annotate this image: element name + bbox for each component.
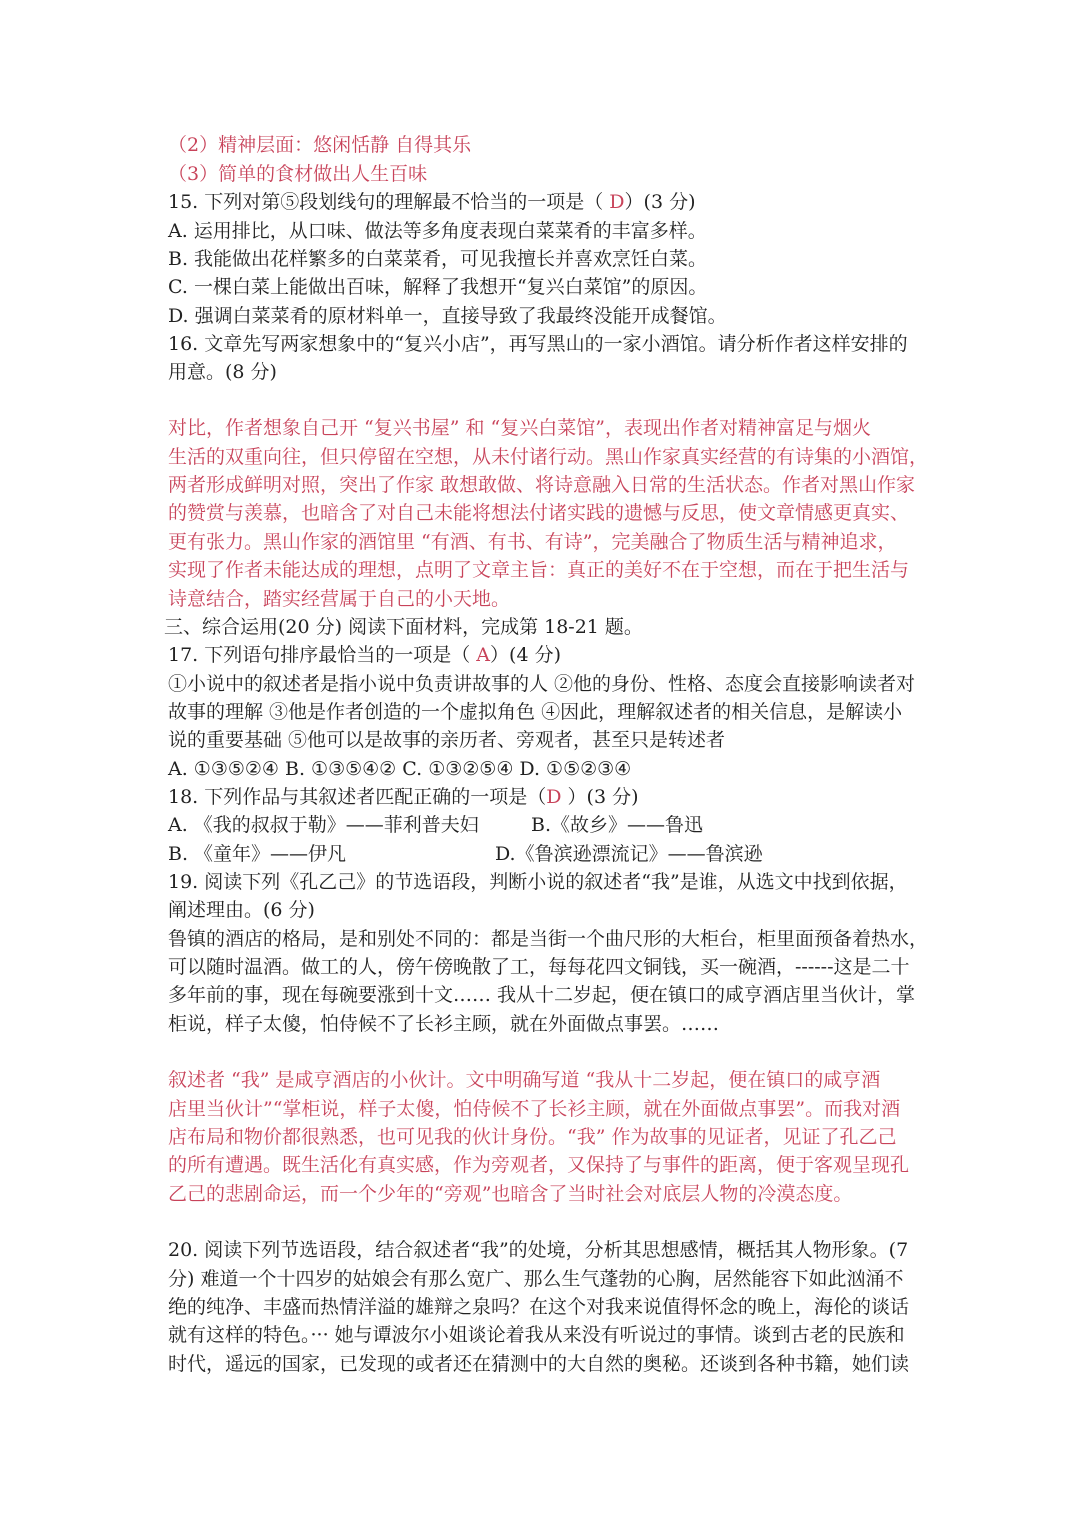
option-d: D. 强调白菜菜肴的原材料单一，直接导致了我最终没能开成餐馆。	[168, 305, 727, 327]
passage-line: 鲁镇的酒店的格局，是和别处不同的：都是当街一个曲尺形的大柜台，柜里面预备着热水，	[168, 928, 929, 950]
question-20-line: 分) 难道一个十四岁的姑娘会有那么宽广、那么生气蓬勃的心胸，居然能容下如此汹涌不	[168, 1268, 904, 1290]
option-c: C. 一棵白菜上能做出百味，解释了我想开“复兴白菜馆”的原因。	[168, 276, 708, 298]
option-b: B.《故乡》——鲁迅	[531, 814, 704, 836]
section-heading: 三、综合运用(20 分) 阅读下面材料，完成第 18-21 题。	[164, 616, 643, 638]
answer-line: （2）精神层面：悠闲恬静 自得其乐	[168, 134, 472, 156]
question-17-options: A. ①③⑤②④ B. ①③⑤④② C. ①③②⑤④ D. ①⑤②③④	[168, 758, 632, 780]
answer-line: 实现了作者未能达成的理想，点明了文章主旨：真正的美好不在于空想，而在于把生活与	[168, 559, 910, 581]
answer-choice: A	[470, 644, 491, 666]
answer-line: 店里当伙计”“掌柜说，样子太傻，怕侍候不了长衫主顾，就在外面做点事罢”。而我对酒	[168, 1098, 901, 1120]
answer-line: （3）简单的食材做出人生百味	[168, 163, 428, 185]
question-18-stem: 18. 下列作品与其叙述者匹配正确的一项是（D ）(3 分)	[168, 786, 639, 808]
question-20-line: 绝的纯净、丰盛而热情洋溢的雄辩之泉吗？在这个对我来说值得怀念的晚上，海伦的谈话	[168, 1296, 910, 1318]
answer-line: 乙己的悲剧命运，而一个少年的“旁观”也暗含了当时社会对底层人物的冷漠态度。	[168, 1183, 853, 1205]
answer-line: 店布局和物价都很熟悉，也可见我的伙计身份。“我” 作为故事的见证者，见证了孔乙己	[168, 1126, 897, 1148]
passage-line: 可以随时温酒。做工的人，傍午傍晚散了工，每每花四文铜钱，买一碗酒，------这是二十	[168, 956, 910, 978]
option-d: D.《鲁滨逊漂流记》——鲁滨逊	[495, 843, 763, 865]
answer-choice: D	[546, 786, 562, 808]
question-19-stem: 阐述理由。(6 分)	[168, 899, 315, 921]
answer-line: 的赞赏与羡慕，也暗含了对自己未能将想法付诸实践的遗憾与反思，使文章情感更真实、	[168, 502, 910, 524]
question-20-line: 时代，遥远的国家，已发现的或者还在猜测中的大自然的奥秘。还谈到各种书籍，她们读	[168, 1353, 910, 1375]
answer-line: 生活的双重向往，但只停留在空想，从未付诸行动。黑山作家真实经营的有诗集的小酒馆，	[168, 446, 929, 468]
question-17-text: ①小说中的叙述者是指小说中负责讲故事的人 ②他的身份、性格、态度会直接影响读者对	[168, 673, 916, 695]
answer-line: 叙述者 “我” 是咸亨酒店的小伙计。文中明确写道 “我从十二岁起，便在镇口的咸亨酒	[168, 1069, 881, 1091]
question-19-stem: 19. 阅读下列《孔乙己》的节选语段，判断小说的叙述者“我”是谁，从选文中找到依据，	[168, 871, 908, 893]
question-16-stem: 用意。(8 分)	[168, 361, 277, 383]
question-20-line: 就有这样的特色。··· 她与谭波尔小姐谈论着我从来没有听说过的事情。谈到古老的民族和	[168, 1324, 905, 1346]
answer-line: 诗意结合，踏实经营属于自己的小天地。	[168, 588, 511, 610]
answer-line: 对比，作者想象自己开 “复兴书屋” 和 “复兴白菜馆”，表现出作者对精神富足与烟火	[168, 417, 871, 439]
option-c: B. 《童年》——伊凡	[168, 843, 347, 865]
question-17-text: 说的重要基础 ⑤他可以是故事的亲历者、旁观者，甚至只是转述者	[168, 729, 726, 751]
option-a: A. 《我的叔叔于勒》——菲利普夫妇	[168, 814, 479, 836]
question-17-stem: 17. 下列语句排序最恰当的一项是（ A）(4 分)	[168, 644, 561, 666]
question-15-stem: 15. 下列对第⑤段划线句的理解最不恰当的一项是（ D）(3 分)	[168, 191, 696, 213]
option-a: A. 运用排比，从口味、做法等多角度表现白菜菜肴的丰富多样。	[168, 220, 707, 242]
answer-line: 两者形成鲜明对照，突出了作家 敢想敢做、将诗意融入日常的生活状态。作者对黑山作家	[168, 474, 916, 496]
passage-line: 多年前的事，现在每碗要涨到十文…… 我从十二岁起，便在镇口的咸亨酒店里当伙计，掌	[168, 984, 916, 1006]
answer-line: 的所有遭遇。既生活化有真实感，作为旁观者，又保持了与事件的距离，便于客观呈现孔	[168, 1154, 910, 1176]
question-16-stem: 16. 文章先写两家想象中的“复兴小店”，再写黑山的一家小酒馆。请分析作者这样安排的	[168, 333, 908, 355]
question-17-text: 故事的理解 ③他是作者创造的一个虚拟角色 ④因此，理解叙述者的相关信息，是解读小	[168, 701, 903, 723]
passage-line: 柜说，样子太傻，怕侍候不了长衫主顾，就在外面做点事罢。……	[168, 1013, 720, 1035]
option-b: B. 我能做出花样繁多的白菜菜肴，可见我擅长并喜欢烹饪白菜。	[168, 248, 708, 270]
question-20-line: 20. 阅读下列节选语段，结合叙述者“我”的处境，分析其思想感情，概括其人物形象。(7	[168, 1239, 909, 1261]
answer-choice: D	[603, 191, 625, 213]
answer-line: 更有张力。黑山作家的酒馆里 “有酒、有书、有诗”，完美融合了物质生活与精神追求，	[168, 531, 897, 553]
